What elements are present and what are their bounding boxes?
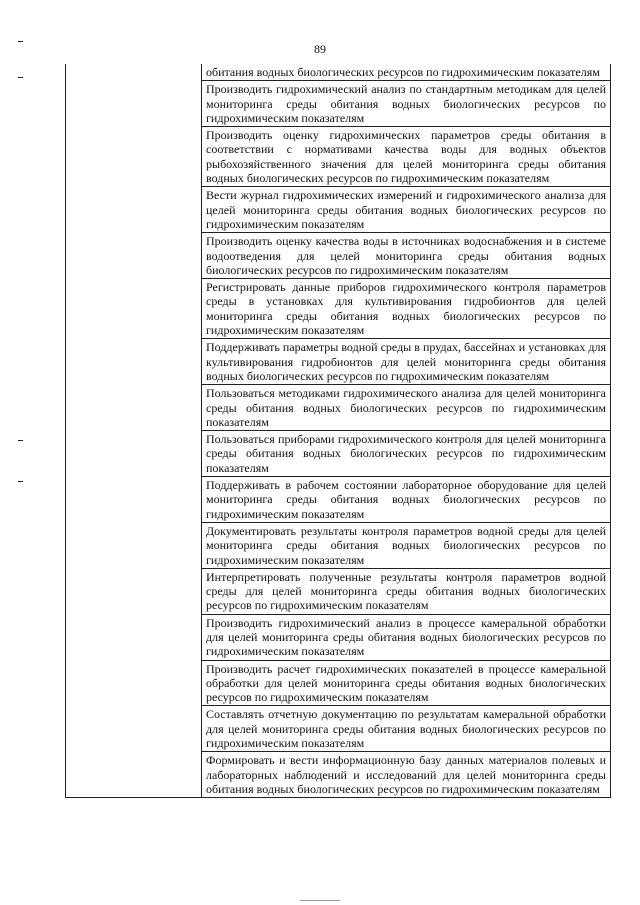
table-cell: обитания водных биологических ресурсов по гидрохимическим показателям xyxy=(206,65,600,79)
table-row xyxy=(66,126,610,186)
table-row xyxy=(66,705,610,751)
table-row xyxy=(66,751,610,797)
table-row xyxy=(66,384,610,430)
empty-cell xyxy=(66,186,202,232)
table-row xyxy=(66,232,610,278)
empty-cell xyxy=(66,705,202,751)
table-row xyxy=(66,80,610,126)
empty-cell xyxy=(66,430,202,476)
empty-cell xyxy=(66,476,202,522)
table-row xyxy=(66,568,610,614)
table-cell: Производить гидрохимический анализ по стандартным методикам для целей мониторинга среды обитания водных биологических ресурсов по гидрохимическим показателям xyxy=(202,80,610,126)
table-cell: Поддерживать параметры водной среды в прудах, бассейнах и установках для культивирования гидробионтов для целей мониторинга среды обитания водных биологических ресурсов по гидрохимическим показателям xyxy=(202,338,610,384)
table-cell: Производить оценку гидрохимических параметров среды обитания в соответствии с нормативами качества воды для водных объектов рыбохозяйственного значения для целей мониторинга среды обитания водных биологических ресурсов по гидрохимическим показателям xyxy=(202,126,610,186)
empty-cell xyxy=(66,80,202,126)
scan-mark xyxy=(18,41,23,42)
table-row xyxy=(66,660,610,706)
empty-cell xyxy=(66,660,202,706)
table-cell: Производить гидрохимический анализ в процессе камеральной обработки для целей мониторинга среды обитания водных биологических ресурсов по гидрохимическим показателям xyxy=(202,614,610,660)
scan-artifact xyxy=(300,900,340,901)
table-cell: Пользоваться приборами гидрохимического контроля для целей мониторинга среды обитания водных биологических ресурсов по гидрохимическим показателям xyxy=(202,430,610,476)
table-cell: Документировать результаты контроля параметров водной среды для целей мониторинга среды обитания водных биологических ресурсов по гидрохимическим показателям xyxy=(202,522,610,568)
table-cell: Интерпретировать полученные результаты контроля параметров водной среды для целей мониторинга среды обитания водных биологических ресурсов по гидрохимическим показателям xyxy=(202,568,610,614)
table-row xyxy=(66,430,610,476)
table-row xyxy=(66,338,610,384)
table-cell: Поддерживать в рабочем состоянии лабораторное оборудование для целей мониторинга среды обитания водных биологических ресурсов по гидрохимическим показателям xyxy=(202,476,610,522)
table-cell: Регистрировать данные приборов гидрохимического контроля параметров среды в установках для культивирования гидробионтов для целей мониторинга среды обитания водных биологических ресурсов по гидрохимическим показателям xyxy=(202,278,610,338)
scan-mark xyxy=(18,481,23,482)
table-row xyxy=(66,278,610,338)
empty-cell xyxy=(66,568,202,614)
scan-mark xyxy=(18,77,23,78)
table-row xyxy=(66,186,610,232)
table-row xyxy=(66,476,610,522)
empty-cell xyxy=(66,232,202,278)
table-cell: Вести журнал гидрохимических измерений и гидрохимического анализа для целей мониторинга среды обитания водных биологических ресурсов по гидрохимическим показателям xyxy=(202,186,610,232)
page-number: 89 xyxy=(314,42,326,56)
table-row xyxy=(66,614,610,660)
empty-cell xyxy=(66,64,202,80)
table-cell: Составлять отчетную документацию по результатам камеральной обработки для целей мониторинга среды обитания водных биологических ресурсов по гидрохимическим показателям xyxy=(202,705,610,751)
empty-cell xyxy=(66,751,202,797)
empty-cell xyxy=(66,384,202,430)
table-cell: Производить расчет гидрохимических показателей в процессе камеральной обработки для целей мониторинга среды обитания водных биологических ресурсов по гидрохимическим показателям xyxy=(202,660,610,706)
table-cell: Пользоваться методиками гидрохимического анализа для целей мониторинга среды обитания водных биологических ресурсов по гидрохимическим показателям xyxy=(202,384,610,430)
table-cell: Формировать и вести информационную базу данных материалов полевых и лабораторных наблюдений и исследований для целей мониторинга среды обитания водных биологических ресурсов по гидрохимическим показателям xyxy=(202,751,610,797)
table-cell: Производить оценку качества воды в источниках водоснабжения и в системе водоотведения для целей мониторинга среды обитания водных биологических ресурсов по гидрохимическим показателям xyxy=(202,232,610,278)
empty-cell xyxy=(66,278,202,338)
empty-cell xyxy=(66,522,202,568)
empty-cell xyxy=(66,126,202,186)
scan-mark xyxy=(18,440,23,441)
empty-cell xyxy=(66,338,202,384)
table-row xyxy=(66,522,610,568)
empty-cell xyxy=(66,614,202,660)
skills-table xyxy=(65,64,611,798)
table-row xyxy=(66,64,610,80)
